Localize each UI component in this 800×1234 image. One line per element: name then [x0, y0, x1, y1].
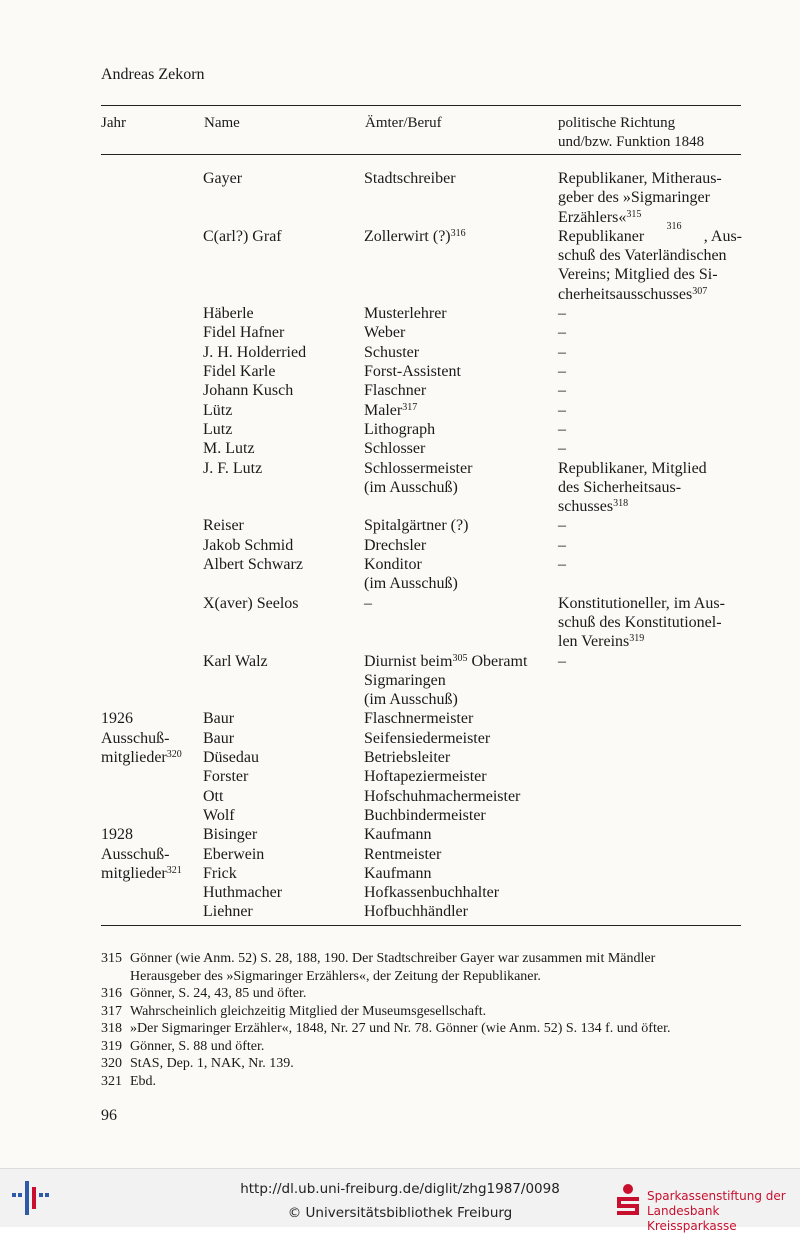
cell-name: Baur: [203, 729, 235, 747]
cell-name: Gayer: [203, 170, 243, 187]
cell-office: [364, 343, 559, 362]
cell-politics: [558, 381, 742, 400]
cell-name: J. H. Holderried: [203, 343, 307, 361]
table-bottom-rule: [101, 925, 741, 926]
politics-line: schuß des Konstitutionel-: [558, 613, 722, 631]
cell-name: Forster: [203, 768, 249, 786]
cell-name: Liehner: [203, 903, 253, 921]
cell-name: Fidel Hafner: [203, 324, 285, 342]
footnote-text: Wahrscheinlich gleichzeitig Mitglied der Museumsgesellschaft.: [130, 1003, 487, 1019]
office-line: Sigmaringen: [364, 671, 446, 689]
footnote: [101, 1003, 741, 1021]
politics-line: –: [558, 536, 566, 554]
cell-name: Reiser: [203, 517, 244, 535]
footnote-ref: 305: [452, 652, 468, 664]
cell-politics: [558, 343, 742, 362]
office-line: Hofschuhmachermeister: [364, 787, 521, 805]
cell-name: Bisinger: [203, 826, 258, 844]
cell-office: [364, 439, 559, 458]
cell-name: Lutz: [203, 420, 233, 438]
footer-copyright: © Universitätsbibliothek Freiburg: [287, 1205, 513, 1221]
cell-name: Häberle: [203, 305, 254, 323]
cell-office: [364, 787, 559, 806]
running-header-author: Andreas Zekorn: [101, 66, 205, 83]
cell-politics: [558, 420, 742, 439]
footnote-ref: 317: [402, 401, 418, 413]
footnote-number: 320: [101, 1056, 122, 1071]
cell-politics: [558, 362, 742, 381]
footnote: [101, 1055, 741, 1073]
office-line: Schlosser: [364, 440, 426, 458]
footnote-number: 316: [101, 986, 122, 1001]
footnote-number: 317: [101, 1003, 122, 1019]
cell-politics: [558, 555, 742, 574]
office-line: Zollerwirt (?)$^{316}$: [364, 227, 466, 245]
footnote-number: 319: [101, 1038, 122, 1054]
footnote-text: Ebd.: [130, 1073, 157, 1089]
office-line: Kaufmann: [364, 864, 432, 882]
office-line: Hoftapeziermeister: [364, 768, 487, 786]
politics-line: Erzählers«$^{315}$: [558, 208, 642, 226]
cell-year: 1928: [101, 826, 133, 844]
cell-office: [364, 594, 559, 613]
cell-politics: [558, 652, 742, 671]
politics-line: schuß des Vaterländischen: [558, 247, 727, 265]
footnote-ref: 318: [613, 498, 629, 510]
cell-year: mitglieder$^{321}$: [101, 864, 182, 882]
cell-office: [364, 516, 559, 535]
cell-office: [364, 459, 559, 498]
politics-line: –: [558, 382, 566, 400]
office-line: Flaschner: [364, 382, 427, 400]
cell-name: Huthmacher: [203, 884, 283, 902]
sponsor-text: [647, 1189, 800, 1234]
cell-office: [364, 362, 559, 381]
politics-line: –: [558, 420, 566, 438]
footnote-ref: 320: [166, 749, 182, 760]
cell-name: Frick: [203, 864, 237, 882]
politics-line: Vereins; Mitglied des Si-: [558, 266, 718, 284]
office-line: Stadtschreiber: [364, 170, 456, 187]
politics-line: –: [558, 440, 566, 458]
office-line: Schuster: [364, 343, 420, 361]
table-top-rule: [101, 105, 741, 106]
cell-name: Baur: [203, 710, 235, 728]
sponsor-line2: Landesbank Kreissparkasse: [647, 1204, 737, 1233]
cell-politics: [558, 459, 742, 517]
office-line: (im Ausschuß): [364, 575, 458, 593]
footnote-ref: 316: [450, 227, 466, 239]
office-line: Maler$^{317}$: [364, 401, 418, 419]
cell-name: Lütz: [203, 401, 233, 419]
footnote: [101, 950, 741, 968]
col-header-name: Name: [204, 115, 240, 131]
cell-name: Düsedau: [203, 749, 259, 766]
footnotes: [101, 950, 741, 1090]
sponsor-line1: Sparkassenstiftung der: [647, 1189, 786, 1203]
cell-politics: [558, 323, 742, 342]
politics-line: –: [558, 363, 566, 380]
cell-office: [364, 652, 559, 710]
cell-office: [364, 806, 559, 825]
footnote: [101, 1020, 741, 1038]
cell-politics: [558, 594, 742, 652]
office-line: (im Ausschuß): [364, 691, 458, 709]
politics-line: Republikaner, Mitglied: [558, 459, 707, 477]
footnote: [101, 1073, 741, 1091]
col-header-politics-line2: und/bzw. Funktion 1848: [558, 134, 705, 150]
cell-politics: [558, 401, 742, 420]
politics-line: cherheitsausschusses$^{307}$: [558, 285, 708, 303]
cell-office: [364, 902, 559, 921]
footnote-text: »Der Sigmaringer Erzähler«, 1848, Nr. 27 und Nr. 78. Gönner (wie Anm. 52) S. 134 f. und öfter.: [130, 1021, 671, 1036]
footnote-text: Herausgeber des »Sigmaringer Erzählers«, der Zeitung der Republikaner.: [130, 968, 541, 984]
cell-office: [364, 169, 559, 188]
office-line: Spitalgärtner (?): [364, 517, 469, 535]
cell-name: Fidel Karle: [203, 363, 276, 380]
office-line: Schlossermeister: [364, 459, 473, 477]
cell-year: Ausschuß-: [101, 845, 170, 863]
table-header-rule: [101, 154, 741, 155]
footer-url-link[interactable]: http://dl.ub.uni-freiburg.de/diglit/zhg1987/0098: [240, 1181, 560, 1197]
cell-office: [364, 864, 559, 883]
cell-name: Wolf: [203, 806, 235, 824]
footnote: [101, 985, 741, 1003]
cell-name: Ott: [203, 787, 224, 805]
cell-politics: [558, 169, 742, 227]
footnote-text: Gönner, S. 24, 43, 85 und öfter.: [130, 986, 307, 1001]
cell-office: [364, 845, 559, 864]
cell-year: Ausschuß-: [101, 729, 170, 747]
footnote-ref: 307: [692, 285, 708, 297]
cell-office: [364, 227, 559, 246]
politics-line: schusses$^{318}$: [558, 498, 629, 516]
politics-line: geber des »Sigmaringer: [558, 189, 710, 207]
footnote-ref: 319: [629, 633, 645, 645]
cell-office: [364, 323, 559, 342]
politics-line: Republikaner, Mitheraus-: [558, 170, 722, 187]
office-line: Musterlehrer: [364, 305, 447, 323]
politics-line: –: [558, 517, 566, 535]
footnote-text: Gönner (wie Anm. 52) S. 28, 188, 190. Der Stadtschreiber Gayer war zusammen mit Mändler: [130, 951, 656, 966]
politics-line: –: [558, 305, 566, 323]
office-line: –: [364, 594, 372, 612]
politics-line: Konstitutioneller, im Aus-: [558, 594, 725, 612]
cell-office: [364, 748, 559, 767]
footnote: [101, 968, 741, 986]
politics-line: len Vereins$^{319}$: [558, 633, 645, 651]
office-line: Hofbuchhändler: [364, 903, 468, 921]
politics-line: –: [558, 652, 566, 670]
cell-politics: [558, 220, 742, 304]
office-line: Kaufmann: [364, 826, 432, 844]
cell-office: [364, 729, 559, 748]
cell-politics: [558, 439, 742, 458]
politics-line: Republikaner 316 , Aus-: [558, 220, 742, 245]
cell-office: [364, 555, 559, 594]
cell-name: J. F. Lutz: [203, 459, 263, 477]
col-header-politics: [558, 114, 704, 152]
office-line: Seifensiedermeister: [364, 729, 491, 747]
office-line: Konditor: [364, 556, 422, 573]
office-line: Forst-Assistent: [364, 363, 461, 380]
politics-line: –: [558, 324, 566, 342]
cell-politics: [558, 536, 742, 555]
page-number: 96: [101, 1107, 117, 1124]
footnote-text: Gönner, S. 88 und öfter.: [130, 1038, 265, 1054]
office-line: Diurnist beim$^{305}$ Oberamt: [364, 652, 528, 670]
col-header-year: Jahr: [101, 115, 126, 131]
cell-office: [364, 304, 559, 323]
politics-line: des Sicherheitsaus-: [558, 478, 682, 496]
office-line: Hofkassenbuchhalter: [364, 884, 500, 902]
cell-politics: [558, 304, 742, 323]
cell-office: [364, 420, 559, 439]
footnote-number: 318: [101, 1021, 122, 1036]
footnote-ref: 316: [666, 220, 682, 232]
cell-name: Johann Kusch: [203, 382, 294, 400]
cell-politics: [558, 516, 742, 535]
col-header-politics-line1: politische Richtung: [558, 115, 676, 131]
office-line: (im Ausschuß): [364, 478, 458, 496]
footnote-number: 321: [101, 1073, 122, 1089]
sparkasse-logo-icon: [613, 1183, 643, 1217]
cell-office: [364, 401, 559, 420]
cell-office: [364, 536, 559, 555]
cell-office: [364, 883, 559, 902]
footnote-ref: 315: [626, 208, 642, 220]
office-line: Betriebsleiter: [364, 749, 451, 766]
cell-year: 1926: [101, 710, 133, 728]
cell-office: [364, 381, 559, 400]
office-line: Drechsler: [364, 536, 427, 554]
cell-office: [364, 825, 559, 844]
office-line: Flaschnermeister: [364, 710, 474, 728]
cell-name: Karl Walz: [203, 652, 268, 670]
footnote: [101, 1038, 741, 1056]
cell-office: [364, 709, 559, 728]
cell-name: M. Lutz: [203, 440, 255, 458]
footnote-ref: 321: [166, 864, 182, 876]
office-line: Buchbindermeister: [364, 806, 486, 824]
office-line: Weber: [364, 324, 406, 342]
politics-line: –: [558, 401, 566, 419]
cell-name: Jakob Schmid: [203, 536, 294, 554]
cell-name: Albert Schwarz: [203, 556, 303, 573]
footnote-number: 315: [101, 951, 122, 966]
cell-name: C(arl?) Graf: [203, 227, 282, 245]
politics-line: –: [558, 556, 566, 573]
cell-office: [364, 767, 559, 786]
office-line: Lithograph: [364, 420, 436, 438]
cell-year: mitglieder$^{320}$: [101, 749, 182, 766]
cell-name: Eberwein: [203, 845, 265, 863]
politics-line: –: [558, 343, 566, 361]
col-header-office: Ämter/Beruf: [365, 115, 442, 131]
cell-name: X(aver) Seelos: [203, 594, 299, 612]
footnote-text: StAS, Dep. 1, NAK, Nr. 139.: [130, 1056, 294, 1071]
office-line: Rentmeister: [364, 845, 442, 863]
